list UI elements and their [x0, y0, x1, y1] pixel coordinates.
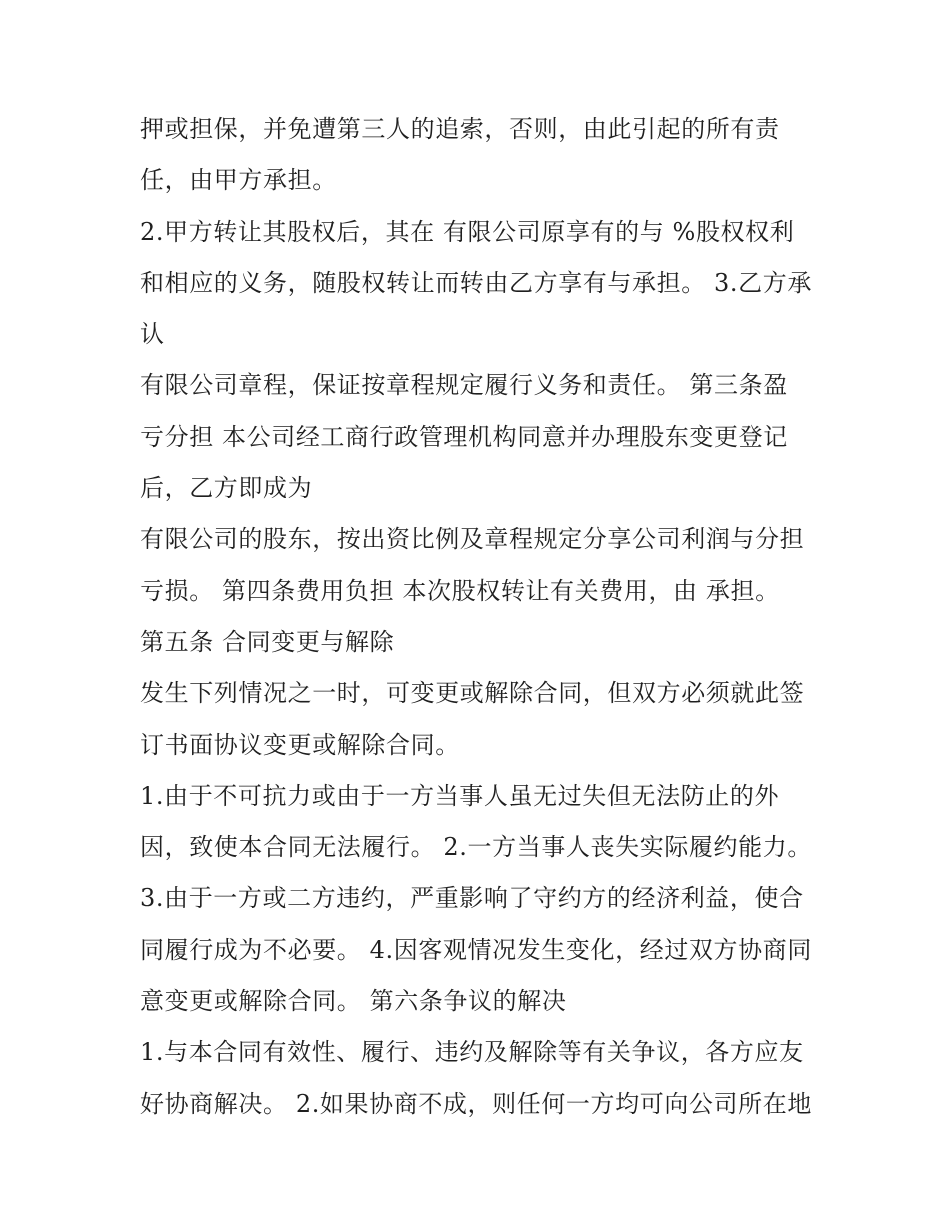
- text-line: 发生下列情况之一时，可变更或解除合同，但双方必须就此签: [140, 679, 805, 708]
- text-line: 和相应的义务，随股权转让而转由乙方享有与承担。 3.乙方承: [140, 268, 812, 297]
- text-line: 亏损。 第四条费用负担 本次股权转让有关费用，由 承担。: [140, 576, 780, 605]
- text-line: 因，致使本合同无法履行。 2.一方当事人丧失实际履约能力。: [140, 833, 812, 862]
- text-line: 1.由于不可抗力或由于一方当事人虽无过失但无法防止的外: [140, 781, 780, 810]
- text-line: 亏分担 本公司经工商行政管理机构同意并办理股东变更登记: [140, 422, 788, 451]
- text-line: 好协商解决。 2.如果协商不成，则任何一方均可向公司所在地: [140, 1089, 812, 1118]
- text-line: 有限公司章程，保证按章程规定履行义务和责任。 第三条盈: [140, 371, 788, 400]
- text-line: 后，乙方即成为: [140, 474, 313, 503]
- text-line: 认: [140, 320, 165, 349]
- text-line: 3.由于一方或二方违约，严重影响了守约方的经济利益，使合: [140, 884, 804, 913]
- text-line: 订书面协议变更或解除合同。: [140, 730, 460, 759]
- text-line: 任，由甲方承担。: [140, 166, 337, 195]
- section-heading: 第五条 合同变更与解除: [140, 627, 395, 656]
- text-line: 同履行成为不必要。 4.因客观情况发生变化，经过双方协商同: [140, 935, 812, 964]
- text-line: 1.与本合同有效性、履行、违约及解除等有关争议，各方应友: [140, 1038, 804, 1067]
- document-body: [140, 104, 830, 1130]
- text-line: 意变更或解除合同。 第六条争议的解决: [140, 987, 567, 1016]
- text-line: 2.甲方转让其股权后，其在 有限公司原享有的与 %股权权利: [140, 217, 795, 246]
- text-line: 押或担保，并免遭第三人的追索，否则，由此引起的所有责: [140, 115, 780, 143]
- text-line: 有限公司的股东，按出资比例及章程规定分享公司利润与分担: [140, 525, 805, 554]
